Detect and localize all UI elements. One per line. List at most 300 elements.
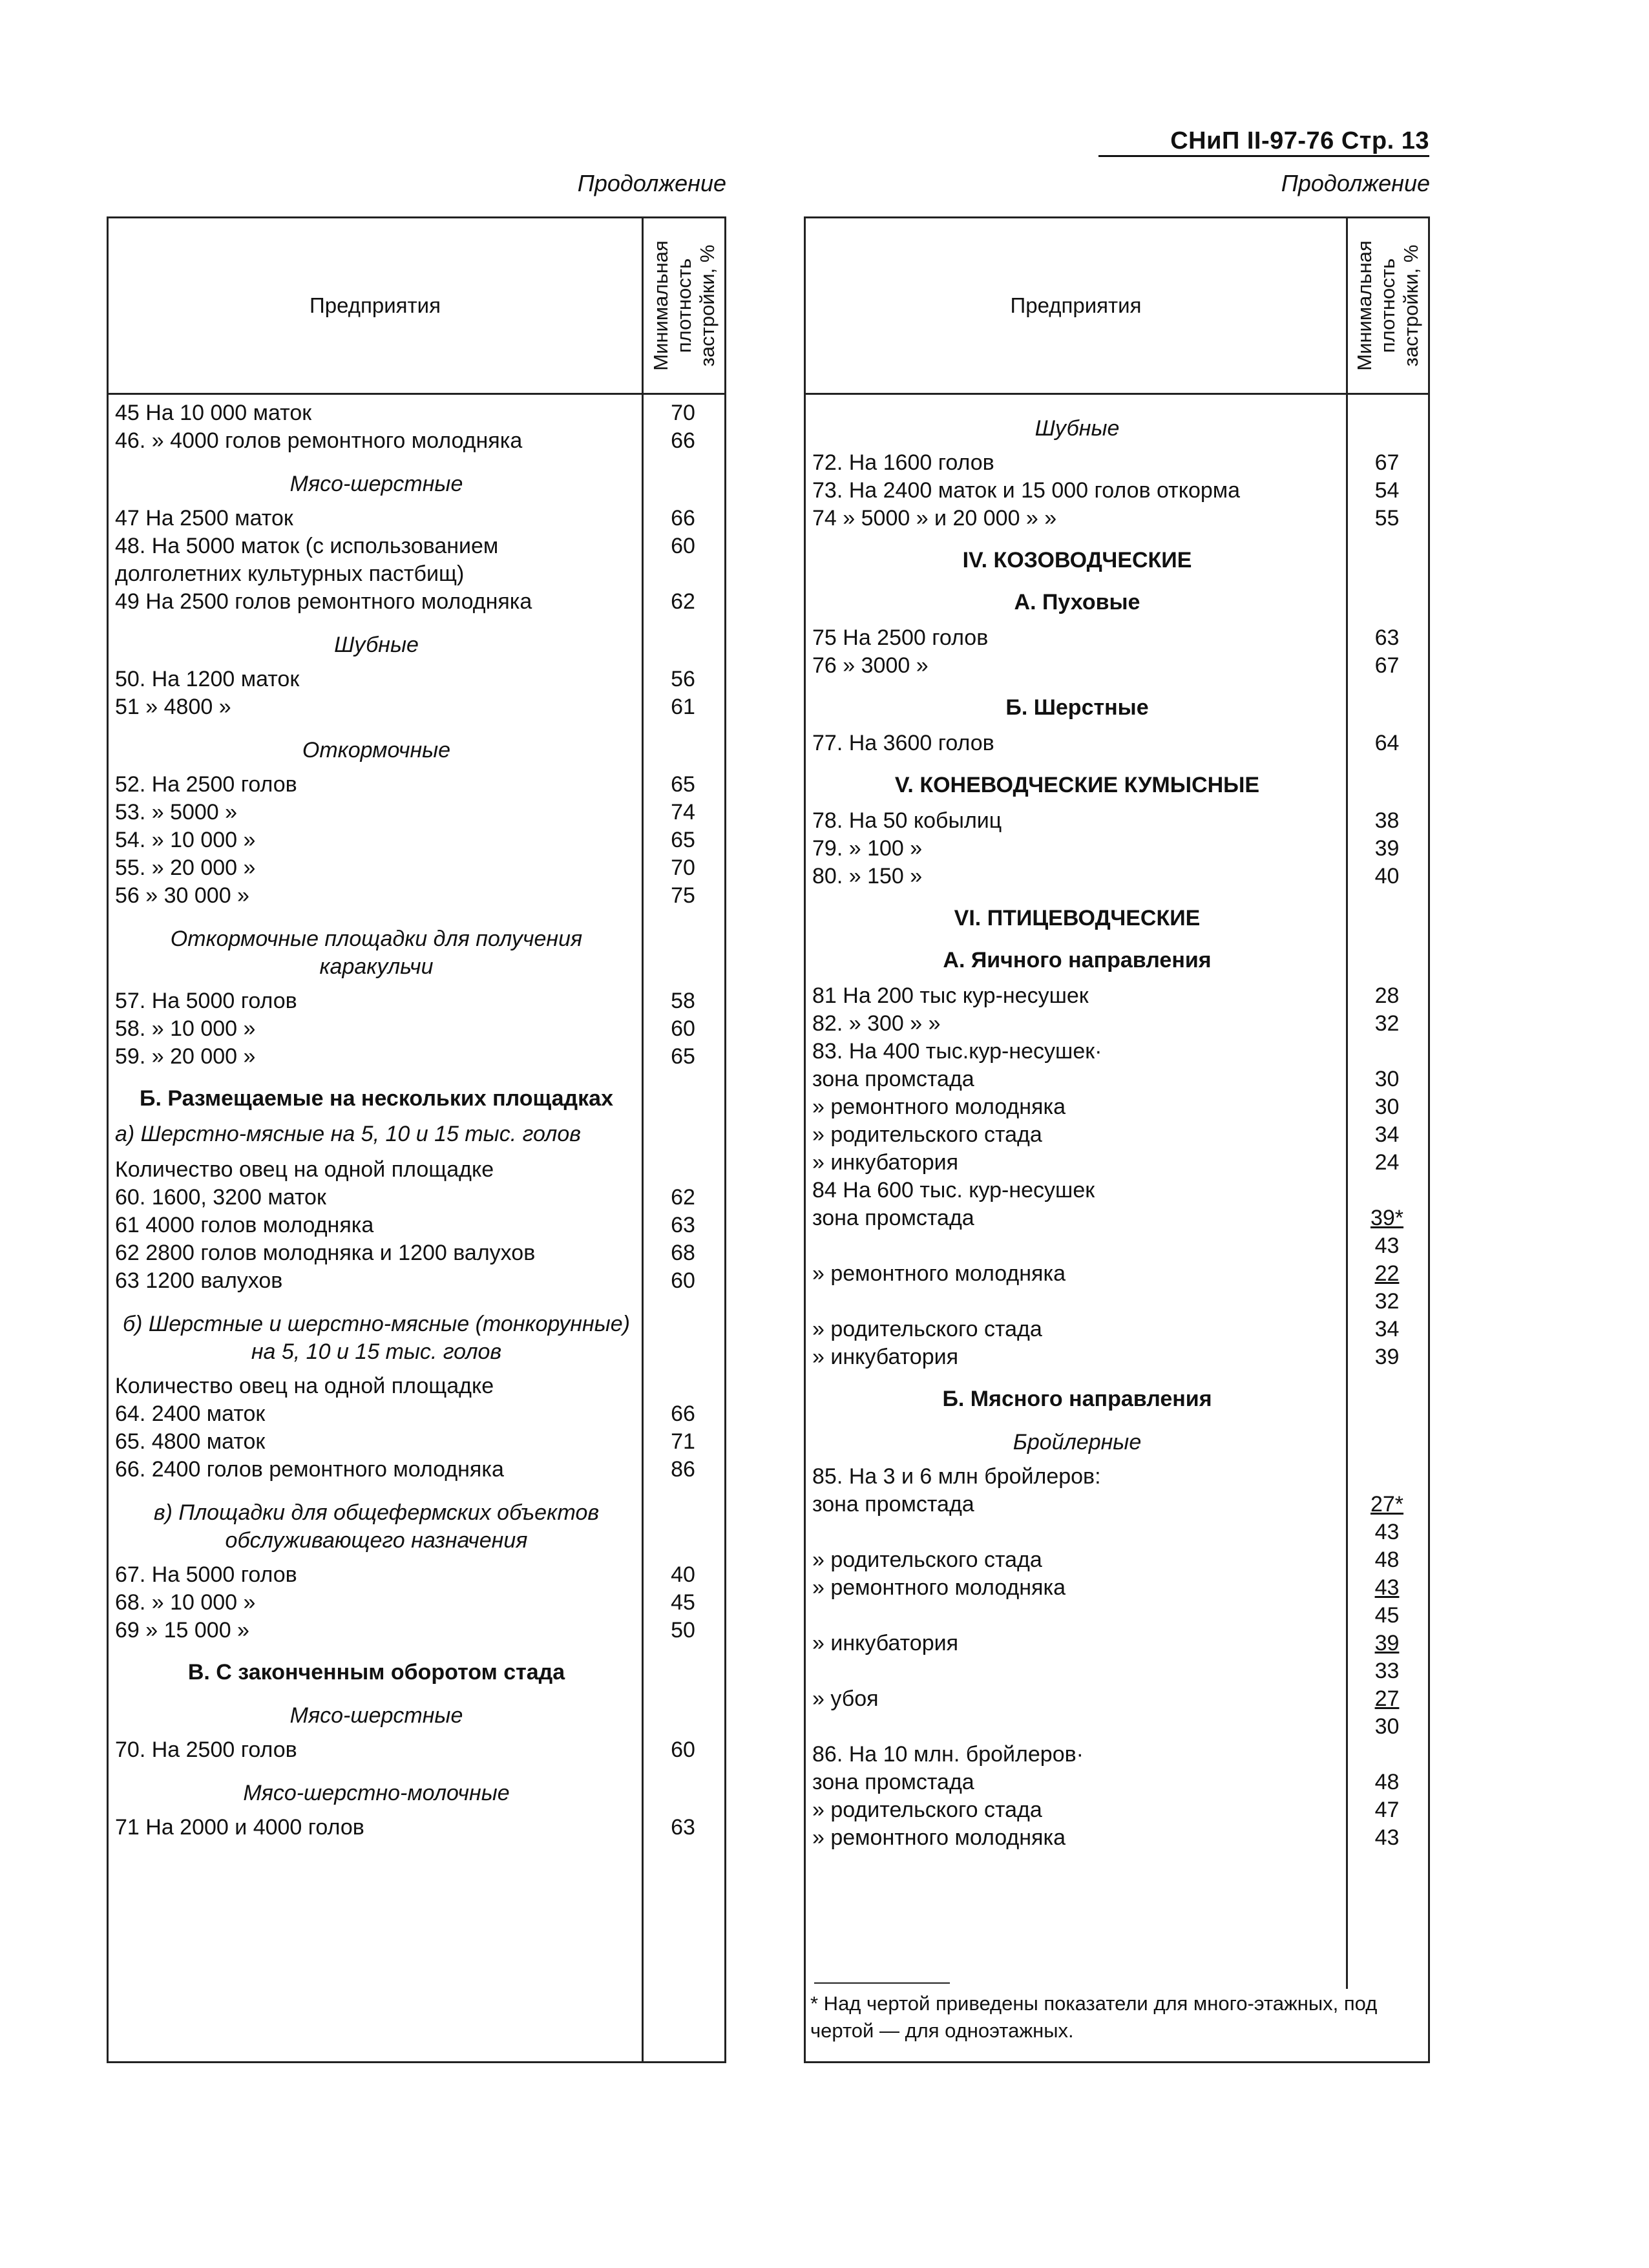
density-value: 60: [671, 534, 695, 558]
enterprise-cell: 64. 2400 маток: [115, 1402, 266, 1426]
density-cell: [642, 588, 724, 616]
section-heading: [806, 415, 1428, 443]
density-cell: [1346, 1429, 1428, 1456]
enterprise-cell: 55. » 20 000 »: [115, 856, 256, 880]
density-value: 65: [671, 828, 695, 852]
enterprise-cell: 81 На 200 тыс кур-несушек: [812, 983, 1089, 1008]
density-cell: [642, 1184, 724, 1212]
density-cell: [1346, 1010, 1428, 1038]
density-value: 67: [1374, 653, 1400, 678]
density-cell: [1346, 415, 1428, 443]
density-cell: [1346, 589, 1428, 616]
table-header: [806, 218, 1428, 395]
table-row: [109, 1400, 724, 1428]
density-value: 50: [671, 1618, 695, 1643]
density-value: 43: [1374, 1825, 1400, 1850]
section-title: [806, 947, 1428, 974]
table-row: [109, 799, 724, 826]
enterprise-cell: 75 На 2500 голов: [812, 625, 989, 650]
enterprise-cell: 47 На 2500 маток: [115, 506, 293, 530]
density-cell: [642, 1085, 724, 1113]
section-heading-text: Откормочные площадки для получения каракульчи: [170, 927, 583, 979]
table-row: [806, 1685, 1428, 1741]
table-row: [109, 693, 724, 721]
table-row: [109, 427, 724, 455]
enterprise-cell: 68. » 10 000 »: [115, 1590, 256, 1615]
density-cell: [1346, 1260, 1428, 1316]
density-value: 30: [1374, 1067, 1400, 1091]
table-row: [109, 588, 724, 616]
enterprise-cell: 45 На 10 000 маток: [115, 401, 312, 425]
density-value: 39: [1374, 1631, 1400, 1655]
section-title-text: А. Пуховые: [1014, 590, 1140, 614]
section-heading: [109, 1702, 724, 1730]
table-row: [806, 1796, 1428, 1824]
enterprise-cell: » инкубатория: [812, 1631, 959, 1655]
density-value: 34: [1374, 1317, 1400, 1341]
table-row: [109, 1239, 724, 1267]
density-value: 74: [671, 800, 695, 824]
table-row: [109, 1212, 724, 1239]
density-cell: [1346, 835, 1428, 863]
density-value: 47: [1374, 1798, 1400, 1822]
density-value: 22: [1374, 1261, 1400, 1286]
density-value: 39: [1374, 1345, 1400, 1369]
density-cell: [1346, 694, 1428, 722]
table-row: [109, 1372, 724, 1400]
density-cell: [1346, 807, 1428, 835]
enterprise-cell: зона промстада: [812, 1770, 974, 1794]
density-value: 40: [1374, 864, 1400, 888]
table-row: [109, 1184, 724, 1212]
section-title: [109, 1659, 724, 1686]
density-value: 54: [1374, 478, 1400, 503]
section-title: [806, 772, 1428, 799]
section-title: [806, 547, 1428, 574]
table-row: [806, 1316, 1428, 1343]
table-row: [109, 987, 724, 1015]
header-min-density: Минимальная плотность застройки, %: [1353, 240, 1422, 371]
density-cell: [642, 427, 724, 455]
table-row: [806, 1491, 1428, 1546]
section-heading: [109, 1499, 724, 1555]
table-row: [109, 1428, 724, 1456]
density-value: 56: [671, 667, 695, 691]
table-row: [806, 449, 1428, 477]
table-row: [109, 1015, 724, 1043]
density-value: 75: [671, 883, 695, 908]
density-value: 65: [671, 772, 695, 797]
enterprise-cell: » ремонтного молодняка: [812, 1095, 1066, 1119]
table-row: [806, 624, 1428, 652]
density-table-left: [107, 216, 726, 2063]
section-heading-text: Шубные: [334, 633, 419, 657]
table-row: [806, 1741, 1428, 1769]
density-value: 39: [1374, 836, 1400, 861]
enterprise-cell: 84 На 600 тыс. кур-несушек: [812, 1178, 1095, 1202]
density-cell: [642, 1814, 724, 1842]
density-value: 58: [671, 989, 695, 1013]
section-heading: [109, 1780, 724, 1807]
table-row: [806, 1769, 1428, 1796]
density-cell: [642, 1736, 724, 1764]
enterprise-cell: 48. На 5000 маток (с использованием: [115, 534, 499, 558]
section-heading: [806, 1429, 1428, 1456]
density-cell: [642, 1617, 724, 1644]
table-row: [109, 505, 724, 532]
table-row: [806, 1204, 1428, 1260]
density-value: 32: [1374, 1011, 1400, 1036]
density-cell: [1346, 1630, 1428, 1685]
density-cell: [642, 1043, 724, 1071]
density-cell: [1346, 863, 1428, 890]
enterprise-cell: 78. На 50 кобылиц: [812, 808, 1002, 833]
header-enterprises: Предприятия: [310, 293, 441, 317]
density-cell: [642, 1702, 724, 1730]
density-value: 43: [1374, 1234, 1400, 1258]
table-row: [109, 666, 724, 693]
density-cell: [1346, 1491, 1428, 1546]
density-cell: [1346, 652, 1428, 680]
enterprise-cell: 63 1200 валухов: [115, 1268, 283, 1293]
density-value: 86: [671, 1457, 695, 1482]
table-row: [806, 982, 1428, 1010]
density-cell: [642, 1780, 724, 1807]
enterprise-cell: » ремонтного молодняка: [812, 1575, 1066, 1600]
density-cell: [1346, 624, 1428, 652]
section-heading: [109, 470, 724, 498]
enterprise-cell: Количество овец на одной площадке: [115, 1374, 494, 1398]
density-value: 27: [1374, 1686, 1400, 1711]
enterprise-cell: » родительского стада: [812, 1317, 1042, 1341]
density-cell: [1346, 1066, 1428, 1093]
table-row: [109, 771, 724, 799]
enterprise-cell: зона промстада: [812, 1206, 974, 1230]
section-title-text: V. КОНЕВОДЧЕСКИЕ КУМЫСНЫЕ: [894, 773, 1260, 797]
enterprise-cell: 46. » 4000 голов ремонтного молодняка: [115, 428, 523, 453]
density-cell: [1346, 1769, 1428, 1796]
section-title: [806, 694, 1428, 722]
section-heading-text: б) Шерстные и шерстно-мясные (тонкорунные) на 5, 10 и 15 тыс. голов: [123, 1312, 630, 1364]
density-cell: [1346, 1574, 1428, 1630]
enterprise-cell: 67. На 5000 голов: [115, 1562, 297, 1587]
table-row: [806, 1010, 1428, 1038]
density-cell: [1346, 1038, 1428, 1066]
density-cell: [642, 1267, 724, 1295]
density-value: 30: [1374, 1095, 1400, 1119]
density-cell: [1346, 1385, 1428, 1413]
enterprise-cell: 57. На 5000 голов: [115, 989, 297, 1013]
density-value: 33: [1374, 1659, 1400, 1683]
enterprise-cell: 82. » 300 » »: [812, 1011, 941, 1036]
density-value: 68: [671, 1241, 695, 1265]
section-heading: [109, 737, 724, 764]
section-heading: [109, 1310, 724, 1366]
enterprise-cell: 80. » 150 »: [812, 864, 923, 888]
table-row: [806, 1260, 1428, 1316]
table-row: [109, 1561, 724, 1589]
density-value: 43: [1374, 1520, 1400, 1544]
enterprise-cell: 79. » 100 »: [812, 836, 923, 861]
density-value: 45: [1374, 1603, 1400, 1628]
density-cell: [642, 1428, 724, 1456]
table-row: [109, 1267, 724, 1295]
density-cell: [642, 771, 724, 799]
table-row: [806, 1343, 1428, 1371]
table-row: [806, 1121, 1428, 1149]
section-title: [806, 1385, 1428, 1413]
density-value: 43: [1374, 1575, 1400, 1600]
density-cell: [1346, 1149, 1428, 1177]
density-value: 30: [1374, 1714, 1400, 1739]
density-value: 48: [1374, 1548, 1400, 1572]
section-heading: [109, 631, 724, 659]
enterprise-cell: Количество овец на одной площадке: [115, 1157, 494, 1182]
continuation-label-right: Продолжение: [1281, 170, 1430, 196]
table-row: [109, 532, 724, 560]
density-cell: [1346, 477, 1428, 505]
table-body: [109, 399, 724, 1842]
density-cell: [642, 666, 724, 693]
density-cell: [642, 399, 724, 427]
section-heading-text: Мясо-шерстные: [289, 1703, 463, 1728]
table-row: [806, 1630, 1428, 1685]
density-cell: [642, 693, 724, 721]
table-row: [109, 1589, 724, 1617]
header-enterprises: Предприятия: [1010, 293, 1142, 317]
density-cell: [642, 1015, 724, 1043]
table-header: [109, 218, 724, 395]
density-value: 34: [1374, 1122, 1400, 1147]
density-table-right: [804, 216, 1430, 2063]
density-value: 66: [671, 428, 695, 453]
table-row: [109, 1156, 724, 1184]
section-title-text: IV. КОЗОВОДЧЕСКИЕ: [962, 548, 1192, 572]
table-row: [806, 1463, 1428, 1491]
table-row: [806, 477, 1428, 505]
density-value: 38: [1374, 808, 1400, 833]
density-cell: [642, 631, 724, 659]
density-cell: [642, 1400, 724, 1428]
section-heading: [109, 925, 724, 981]
density-value: 32: [1374, 1289, 1400, 1314]
density-cell: [642, 532, 724, 560]
section-heading-text: в) Площадки для общефермских объектов обслуживающего назначения: [153, 1500, 600, 1553]
density-value: 40: [671, 1562, 695, 1587]
density-cell: [642, 1212, 724, 1239]
density-cell: [1346, 1177, 1428, 1204]
section-heading-text: Мясо-шерстно-молочные: [243, 1781, 510, 1805]
enterprise-cell: зона промстада: [812, 1067, 974, 1091]
table-row: [109, 399, 724, 427]
header-min-density: Минимальная плотность застройки, %: [649, 240, 719, 371]
density-value: 39*: [1370, 1206, 1404, 1230]
enterprise-cell: 62 2800 голов молодняка и 1200 валухов: [115, 1241, 536, 1265]
enterprise-cell: » инкубатория: [812, 1150, 959, 1175]
enterprise-cell: 49 На 2500 голов ремонтного молодняка: [115, 589, 532, 614]
table-row: [806, 652, 1428, 680]
enterprise-cell: » родительского стада: [812, 1548, 1042, 1572]
density-cell: [642, 505, 724, 532]
density-cell: [642, 1156, 724, 1184]
section-title-text: В. С законченным оборотом стада: [187, 1660, 565, 1685]
density-cell: [1346, 1343, 1428, 1371]
enterprise-cell: 83. На 400 тыс.кур-несушек·: [812, 1039, 1102, 1064]
table-row: [806, 1038, 1428, 1066]
density-cell: [1346, 1685, 1428, 1741]
enterprise-cell: 73. На 2400 маток и 15 000 голов откорма: [812, 478, 1241, 503]
density-value: 28: [1374, 983, 1400, 1008]
enterprise-cell: 66. 2400 голов ремонтного молодняка: [115, 1457, 504, 1482]
density-cell: [642, 1659, 724, 1686]
table-row: [109, 826, 724, 854]
density-cell: [1346, 1204, 1428, 1260]
section-title-text: VI. ПТИЦЕВОДЧЕСКИЕ: [954, 906, 1201, 930]
enterprise-cell: 59. » 20 000 »: [115, 1044, 256, 1069]
density-cell: [1346, 1824, 1428, 1852]
density-cell: [642, 1239, 724, 1267]
density-value: 70: [671, 856, 695, 880]
table-row: [109, 882, 724, 910]
section-title-text: А. Яичного направления: [943, 948, 1212, 972]
enterprise-cell: 65. 4800 маток: [115, 1429, 266, 1454]
density-cell: [1346, 1741, 1428, 1769]
table-body: [806, 399, 1428, 1852]
enterprise-cell: 58. » 10 000 »: [115, 1016, 256, 1041]
table-row: [806, 807, 1428, 835]
density-cell: [1346, 1796, 1428, 1824]
enterprise-cell: 69 » 15 000 »: [115, 1618, 249, 1643]
density-value: 60: [671, 1016, 695, 1041]
density-value: 60: [671, 1268, 695, 1293]
density-cell: [642, 1499, 724, 1555]
enterprise-cell: » убоя: [812, 1686, 879, 1711]
table-row: [109, 1617, 724, 1644]
density-cell: [1346, 772, 1428, 799]
density-cell: [1346, 1546, 1428, 1574]
density-value: 71: [671, 1429, 695, 1454]
enterprise-cell: » ремонтного молодняка: [812, 1261, 1066, 1286]
enterprise-cell: 71 На 2000 и 4000 голов: [115, 1815, 364, 1840]
subsection-heading-text: а) Шерстно-мясные на 5, 10 и 15 тыс. голов: [115, 1122, 581, 1146]
density-value: 48: [1374, 1770, 1400, 1794]
enterprise-cell: долголетних культурных пастбищ): [115, 562, 465, 586]
enterprise-cell: 60. 1600, 3200 маток: [115, 1185, 326, 1210]
density-value: 45: [671, 1590, 695, 1615]
table-row: [109, 1736, 724, 1764]
density-cell: [642, 1372, 724, 1400]
table-row: [109, 1814, 724, 1842]
enterprise-cell: 53. » 5000 »: [115, 800, 238, 824]
density-cell: [642, 1120, 724, 1148]
density-value: 24: [1374, 1150, 1400, 1175]
density-cell: [642, 1456, 724, 1484]
enterprise-cell: 56 » 30 000 »: [115, 883, 249, 908]
section-title: [109, 1085, 724, 1113]
density-cell: [1346, 1463, 1428, 1491]
density-cell: [642, 1310, 724, 1366]
table-row: [806, 1574, 1428, 1630]
table-row: [806, 835, 1428, 863]
enterprise-cell: 51 » 4800 »: [115, 695, 231, 719]
density-cell: [1346, 505, 1428, 532]
enterprise-cell: » родительского стада: [812, 1798, 1042, 1822]
continuation-label-left: Продолжение: [577, 170, 726, 196]
density-value: 70: [671, 401, 695, 425]
density-cell: [1346, 947, 1428, 974]
density-cell: [1346, 730, 1428, 757]
density-cell: [642, 799, 724, 826]
density-cell: [1346, 1121, 1428, 1149]
density-value: 63: [1374, 625, 1400, 650]
density-value: 27*: [1370, 1492, 1404, 1517]
density-cell: [1346, 547, 1428, 574]
density-value: 67: [1374, 450, 1400, 475]
density-cell: [1346, 982, 1428, 1010]
table-row: [806, 1093, 1428, 1121]
density-value: 65: [671, 1044, 695, 1069]
section-title-text: Б. Размещаемые на нескольких площадках: [140, 1086, 613, 1111]
density-cell: [1346, 905, 1428, 932]
table-row: [806, 1824, 1428, 1852]
density-value: 55: [1374, 506, 1400, 530]
density-cell: [642, 560, 724, 588]
table-row: [806, 730, 1428, 757]
section-title-text: Б. Шерстные: [1005, 695, 1149, 720]
density-cell: [642, 737, 724, 764]
section-heading-text: Мясо-шерстные: [289, 472, 463, 496]
section-heading-text: Откормочные: [302, 738, 451, 762]
section-title: [806, 905, 1428, 932]
density-value: 66: [671, 506, 695, 530]
section-heading-text: Шубные: [1035, 416, 1120, 441]
density-value: 61: [671, 695, 695, 719]
section-title: [806, 589, 1428, 616]
enterprise-cell: 70. На 2500 голов: [115, 1738, 297, 1762]
density-value: 62: [671, 589, 695, 614]
table-row: [109, 1043, 724, 1071]
table-row: [806, 1546, 1428, 1574]
density-value: 64: [1374, 731, 1400, 755]
enterprise-cell: 77. На 3600 голов: [812, 731, 994, 755]
density-value: 63: [671, 1213, 695, 1237]
density-cell: [1346, 449, 1428, 477]
enterprise-cell: » родительского стада: [812, 1122, 1042, 1147]
enterprise-cell: 74 » 5000 » и 20 000 » »: [812, 506, 1057, 530]
density-cell: [1346, 1316, 1428, 1343]
density-cell: [642, 987, 724, 1015]
enterprise-cell: 76 » 3000 »: [812, 653, 929, 678]
density-value: 66: [671, 1402, 695, 1426]
table-row: [806, 1149, 1428, 1177]
enterprise-cell: » ремонтного молодняка: [812, 1825, 1066, 1850]
document-reference: СНиП II-97-76 Стр. 13: [1098, 127, 1429, 157]
density-value: 63: [671, 1815, 695, 1840]
enterprise-cell: 85. На 3 и 6 млн бройлеров:: [812, 1464, 1101, 1489]
density-cell: [642, 854, 724, 882]
table-row: [806, 1066, 1428, 1093]
enterprise-cell: 54. » 10 000 »: [115, 828, 256, 852]
footnote: * Над чертой приведены показатели для много-этажных, под чертой — для одноэтажных.: [810, 1992, 1378, 2042]
density-cell: [1346, 1093, 1428, 1121]
enterprise-cell: » инкубатория: [812, 1345, 959, 1369]
table-row: [806, 863, 1428, 890]
table-row: [109, 854, 724, 882]
section-heading-text: Бройлерные: [1013, 1430, 1142, 1454]
density-cell: [642, 1561, 724, 1589]
density-cell: [642, 470, 724, 498]
density-cell: [642, 826, 724, 854]
